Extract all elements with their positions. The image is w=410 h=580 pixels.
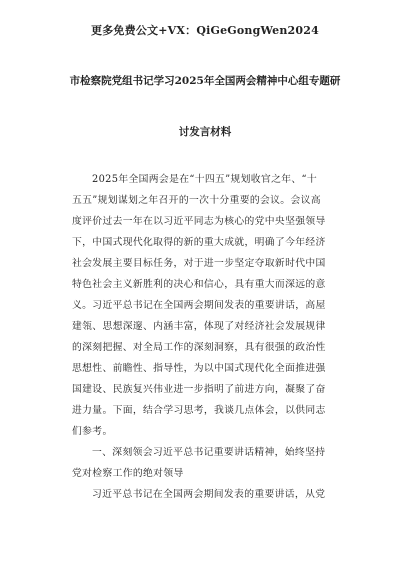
document-title-line-1: 市检察院党组书记学习2025年全国两会精神中心组专题研 bbox=[69, 75, 341, 87]
watermark-header: 更多免费公文+VX：QiGeGongWen2024 bbox=[91, 24, 319, 37]
document-title-line-2: 讨发言材料 bbox=[178, 126, 232, 138]
body-line: 社会发展主要目标任务，对于进一步坚定夺取新时代中国 bbox=[72, 258, 326, 269]
body-line: 国建设、民族复兴伟业进一步指明了前进方向，凝聚了奋 bbox=[72, 384, 326, 395]
body-line: 五五”规划谋划之年召开的一次十分重要的会议。会议高 bbox=[72, 195, 321, 206]
body-line: 习近平总书记在全国两会期间发表的重要讲话，从党 bbox=[92, 489, 326, 500]
body-line: 特色社会主义新胜利的决心和信心，具有重大而深远的意 bbox=[72, 279, 326, 290]
section-heading-line: 党对检察工作的绝对领导 bbox=[72, 468, 184, 479]
body-line: 2025年全国两会是在“十四五”规划收官之年、“十 bbox=[92, 174, 318, 185]
body-line: 们参考。 bbox=[72, 426, 113, 437]
body-line: 建瓴、思想深邃、内涵丰富，体现了对经济社会发展规律 bbox=[72, 321, 326, 332]
body-line: 进力量。下面，结合学习思考，我谈几点体会，以供同志 bbox=[72, 405, 326, 416]
body-line: 度评价过去一年在以习近平同志为核心的党中央坚强领导 bbox=[72, 216, 326, 227]
section-heading-line: 一、深刻领会习近平总书记重要讲话精神，始终坚持 bbox=[92, 447, 326, 458]
body-line: 下，中国式现代化取得的新的重大成就，明确了今年经济 bbox=[72, 237, 326, 248]
document-body bbox=[72, 169, 352, 505]
body-line: 义。习近平总书记在全国两会期间发表的重要讲话，高屋 bbox=[72, 300, 326, 311]
body-line: 思想性、前瞻性、指导性，为以中国式现代化全面推进强 bbox=[72, 363, 326, 374]
body-line: 的深刻把握、对全局工作的深刻洞察，具有很强的政治性 bbox=[72, 342, 326, 353]
